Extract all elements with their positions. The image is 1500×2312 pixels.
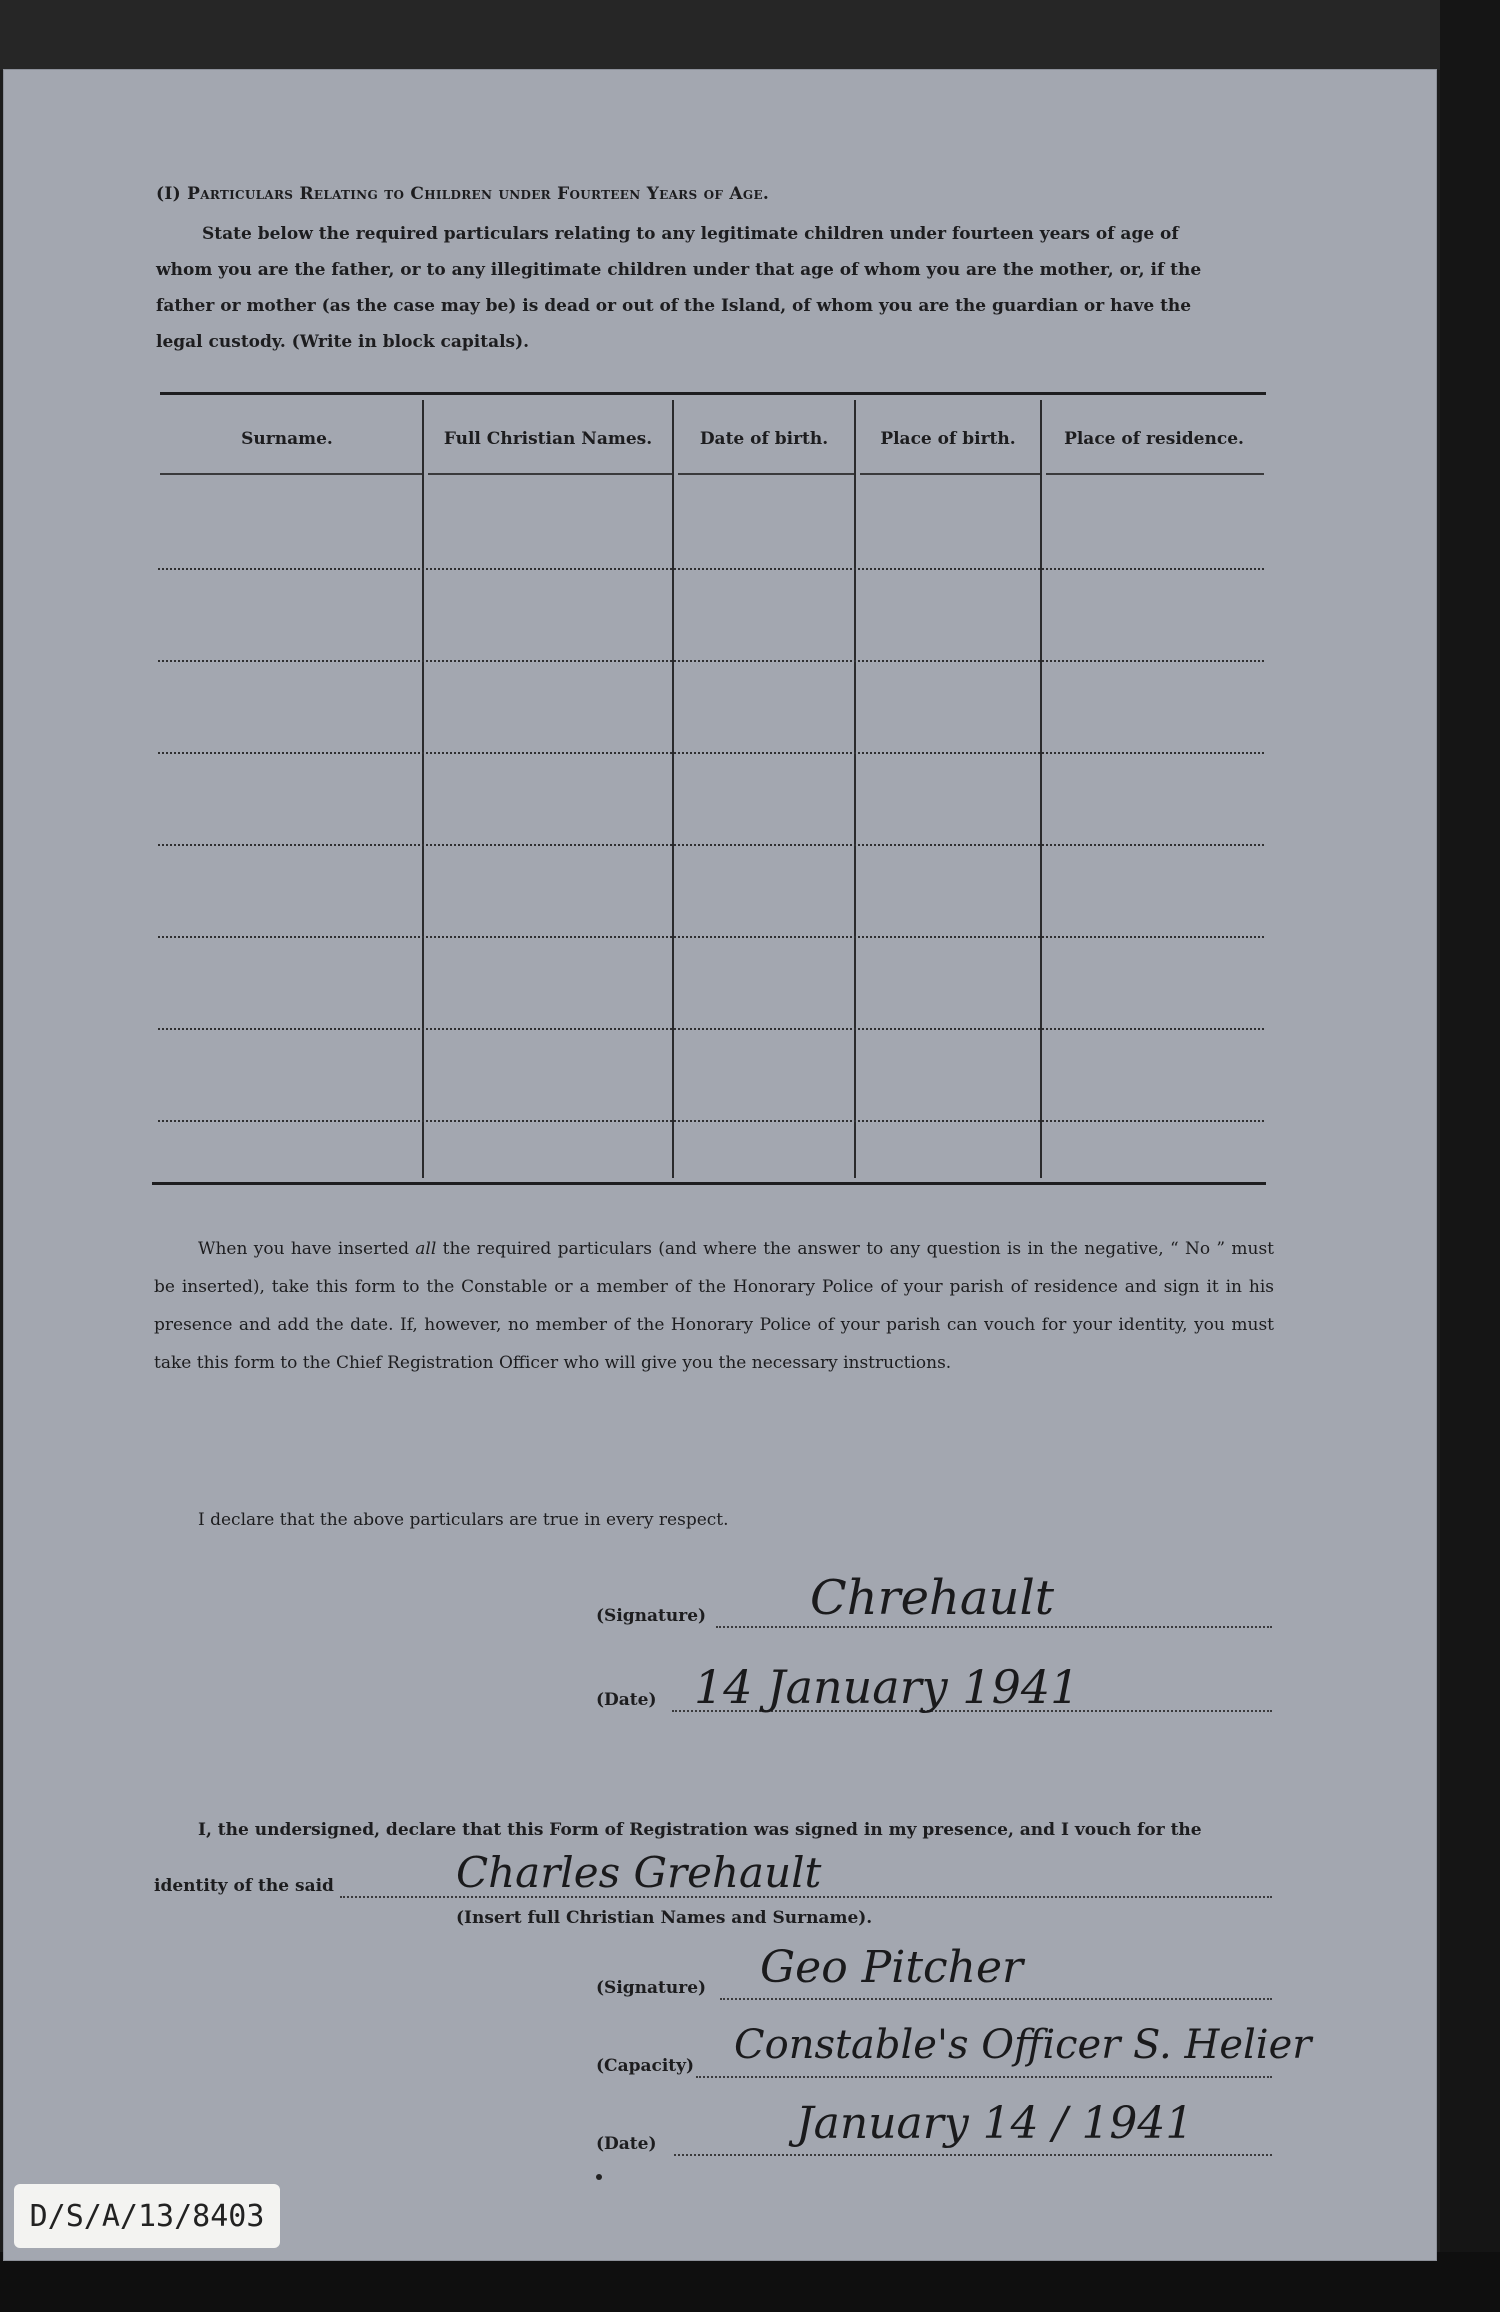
capacity-label: (Capacity) <box>596 2056 695 2076</box>
column-divider <box>672 400 674 1178</box>
declaration-signature-line <box>716 1626 1272 1628</box>
officer-date-label: (Date) <box>596 2134 657 2154</box>
officer-signature-value: Geo Pitcher <box>760 1942 1024 1993</box>
declaration-signature-label: (Signature) <box>596 1606 707 1626</box>
notice-text-part1: When you have inserted <box>198 1239 416 1259</box>
column-header-place-of-residence: Place of residence. <box>1064 429 1244 449</box>
table-row <box>158 844 1264 846</box>
officer-signature-line <box>720 1998 1272 2000</box>
scan-border-bottom <box>0 2252 1500 2312</box>
column-divider <box>1040 400 1042 1178</box>
header-underline <box>678 473 854 475</box>
header-underline <box>428 473 672 475</box>
table-row <box>158 660 1264 662</box>
column-divider <box>422 400 424 1178</box>
table-row <box>158 568 1264 570</box>
identity-hint: (Insert full Christian Names and Surname). <box>456 1908 873 1928</box>
instruction-paragraph <box>154 1230 1274 1382</box>
table-row <box>158 752 1264 754</box>
identity-value: Charles Grehault <box>456 1848 822 1897</box>
identity-label: identity of the said <box>154 1876 334 1896</box>
notice-text-part2: the required particulars (and where the answer to any question is in the negative, “ No ” must be inserted), take this form to the Constable or a member of the Honorary Police of your parish of residence and sign it in his presence and add the date. If, however, no member of the Honorary Police of your parish can vouch for your identity, you must take this form to the Chief Registration Officer who will give you the necessary instructions. <box>154 1239 1275 1373</box>
section-instructions: State below the required particulars relating to any legitimate children under fourteen years of age of whom you are the father, or to any illegitimate children under that age of whom you are the mother, or, if the father or mother (as the case may be) is dead or out of the Island, of whom you are the guardian or have the legal custody. (Write in block capitals). <box>156 224 1202 352</box>
page-mark <box>596 2174 602 2180</box>
section-heading: (I) Particulars Relating to Children under Fourteen Years of Age. <box>156 184 770 204</box>
declaration-date-value: 14 January 1941 <box>694 1660 1080 1714</box>
column-header-date-of-birth: Date of birth. <box>699 429 829 449</box>
declaration-signature-value: Chrehault <box>810 1570 1055 1626</box>
notice-emphasis: all <box>415 1239 437 1259</box>
officer-date-value: January 14 / 1941 <box>796 2098 1194 2149</box>
column-header-place-of-birth: Place of birth. <box>880 429 1016 449</box>
table-row <box>158 936 1264 938</box>
table-bottom-rule <box>152 1182 1266 1185</box>
capacity-value: Constable's Officer S. Helier <box>734 2022 1312 2068</box>
scan-border-right <box>1440 0 1500 2312</box>
scan-border-top <box>0 0 1500 70</box>
capacity-line <box>696 2076 1272 2078</box>
header-underline <box>860 473 1040 475</box>
officer-date-line <box>674 2154 1272 2156</box>
archive-reference-label: D/S/A/13/8403 <box>14 2184 280 2248</box>
declaration-date-label: (Date) <box>596 1690 657 1710</box>
table-row <box>158 1120 1264 1122</box>
table-top-rule <box>160 392 1266 395</box>
children-table <box>152 392 1266 1186</box>
document-page <box>4 70 1436 2260</box>
column-header-surname: Surname. <box>241 429 333 449</box>
table-row <box>158 1028 1264 1030</box>
officer-signature-label: (Signature) <box>596 1978 707 1998</box>
column-header-christian-names: Full Christian Names. <box>443 429 653 449</box>
declaration-text: I declare that the above particulars are true in every respect. <box>198 1510 729 1530</box>
column-divider <box>854 400 856 1178</box>
header-underline <box>1046 473 1264 475</box>
header-underline <box>160 473 422 475</box>
vouching-text: I, the undersigned, declare that this Form of Registration was signed in my presence, and I vouch for the <box>198 1820 1202 1840</box>
